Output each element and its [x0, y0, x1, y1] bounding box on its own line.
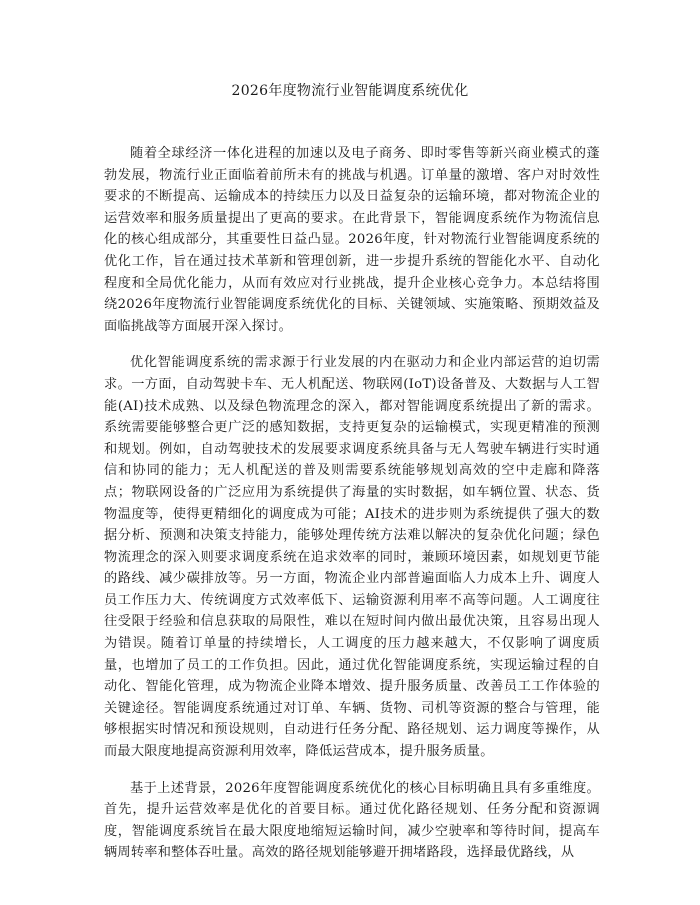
document-title: 2026年度物流行业智能调度系统优化 [231, 83, 469, 99]
paragraph-requirements: 优化智能调度系统的需求源于行业发展的内在驱动力和企业内部运营的迫切需求。一方面，自动驾驶卡车、无人机配送、物联网(IoT)设备普及、大数据与人工智能(AI)技术成熟、以及绿色物流理念的深入，都对智能调度系统提出了新的需求。系统需要能够整合更广泛的感知数据，支持更复杂的运输模式，实现更精准的预测和规划。例如，自动驾驶技术的发展要求调度系统具备与无人驾驶车辆进行实时通信和协同的能力；无人机配送的普及则需要系统能够规划高效的空中走廊和降落点；物联网设备的广泛应用为系统提供了海量的实时数据，如车辆位置、状态、货物温度等，使得更精细化的调度成为可能；AI技术的进步则为系统提供了强大的数据分析、预测和决策支持能力，能够处理传统方法难以解决的复杂优化问题；绿色物流理念的深入则要求调度系统在追求效率的同时，兼顾环境因素，如规划更节能的路线、减少碳排放等。另一方面，物流企业内部普遍面临人力成本上升、调度人员工作压力大、传统调度方式效率低下、运输资源利用率不高等问题。人工调度往往受限于经验和信息获取的局限性，难以在短时间内做出最优决策，且容易出现人为错误。随着订单量的持续增长，人工调度的压力越来越大，不仅影响了调度质量，也增加了员工的工作负担。因此，通过优化智能调度系统，实现运输过程的自动化、智能化管理，成为物流企业降本增效、提升服务质量、改善员工工作体验的关键途径。智能调度系统通过对订单、车辆、货物、司机等资源的整合与管理，能够根据实时情况和预设规则，自动进行任务分配、路径规划、运力调度等操作，从而最大限度地提高资源利用效率，降低运营成本，提升服务质量。 [104, 355, 600, 760]
document-body [104, 143, 600, 879]
paragraph-goals: 基于上述背景，2026年度智能调度系统优化的核心目标明确且具有多重维度。首先，提升运营效率是优化的首要目标。通过优化路径规划、任务分配和资源调度，智能调度系统旨在最大限度地缩短运输时间，减少空驶率和等待时间，提高车辆周转率和整体吞吐量。高效的路径规划能够避开拥堵路段，选择最优路线，从 [104, 780, 600, 861]
paragraph-intro: 随着全球经济一体化进程的加速以及电子商务、即时零售等新兴商业模式的蓬勃发展，物流行业正面临着前所未有的挑战与机遇。订单量的激增、客户对时效性要求的不断提高、运输成本的持续压力以及日益复杂的运输环境，都对物流企业的运营效率和服务质量提出了更高的要求。在此背景下，智能调度系统作为物流信息化的核心组成部分，其重要性日益凸显。2026年度，针对物流行业智能调度系统的优化工作，旨在通过技术革新和管理创新，进一步提升系统的智能化水平、自动化程度和全局优化能力，从而有效应对行业挑战，提升企业核心竞争力。本总结将围绕2026年度物流行业智能调度系统优化的目标、关键领域、实施策略、预期效益及面临挑战等方面展开深入探讨。 [104, 146, 600, 334]
